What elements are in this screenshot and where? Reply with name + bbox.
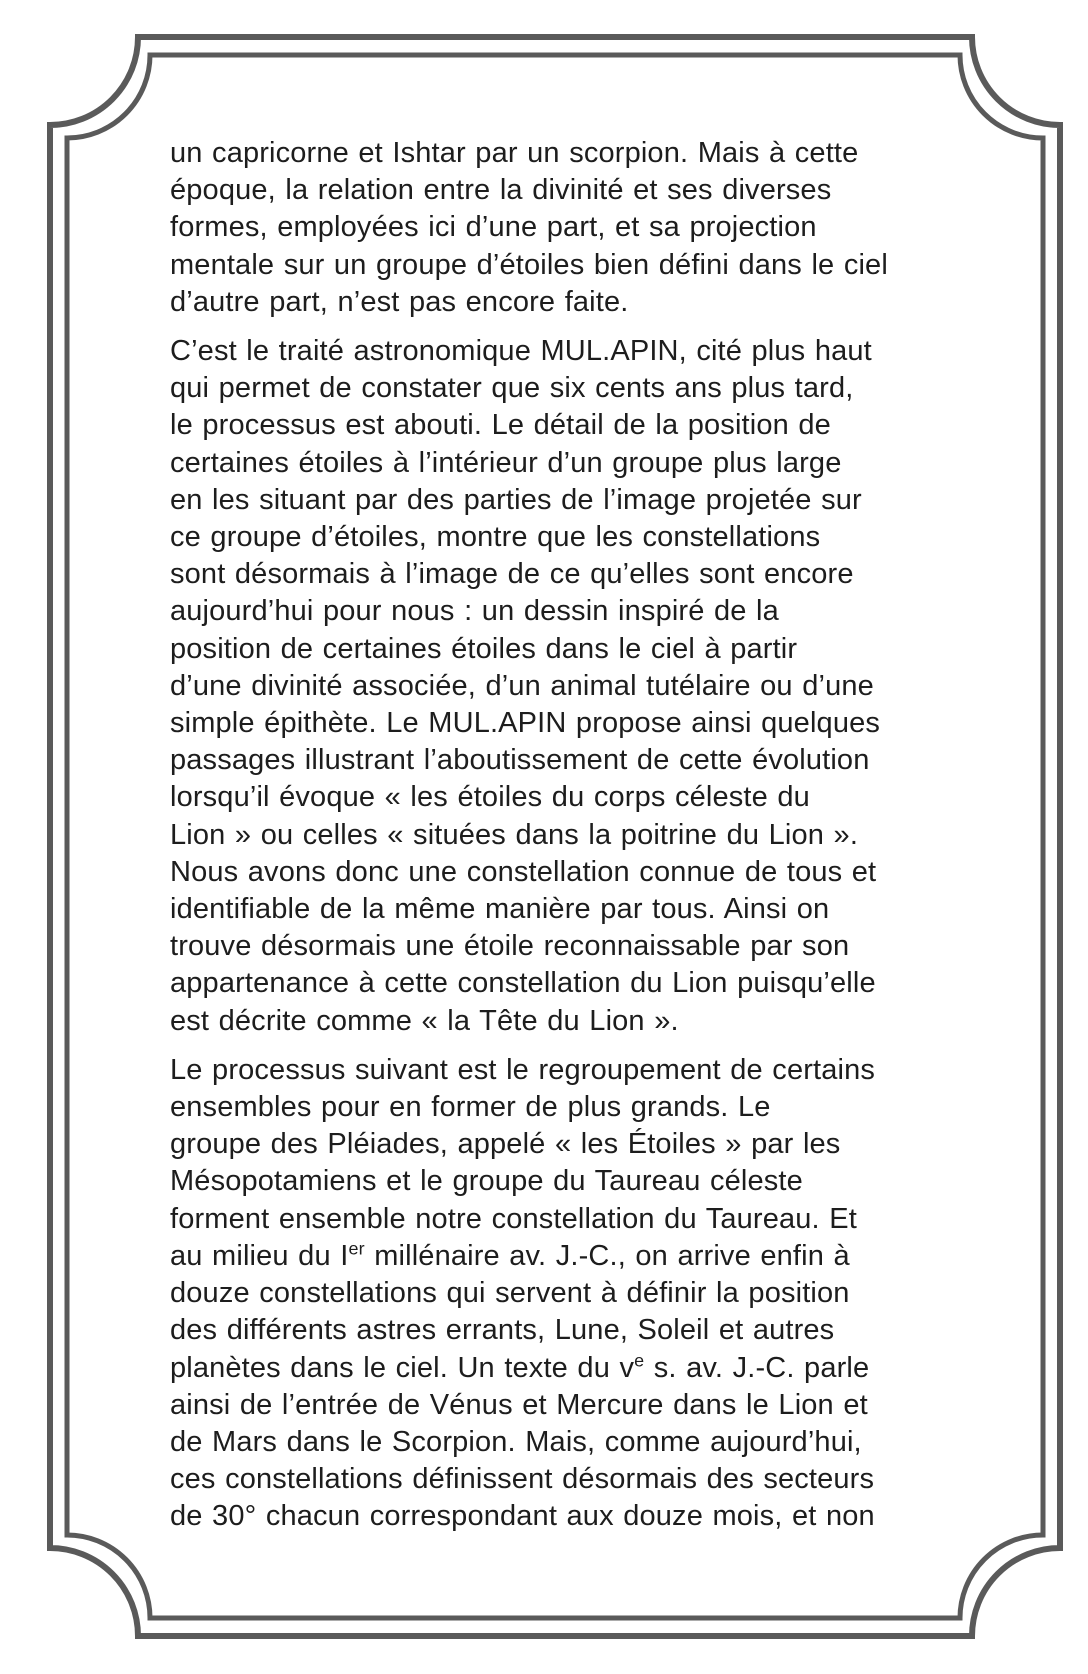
ordinal-superscript: e (634, 1349, 645, 1370)
text-line: lorsqu’il évoque « les étoiles du corps céleste du (170, 781, 810, 814)
text-line: ces constellations définissent désormais des secteurs (170, 1463, 875, 1496)
text-line: certaines étoiles à l’intérieur d’un groupe plus large (170, 446, 842, 479)
text-line: aujourd’hui pour nous : un dessin inspiré de la (170, 595, 779, 628)
text-line: C’est le traité astronomique MUL.APIN, cité plus haut (170, 335, 872, 368)
text-line: identifiable de la même manière par tous. Ainsi on (170, 893, 830, 926)
text-line: un capricorne et Ishtar par un scorpion. Mais à cette (170, 137, 859, 169)
text-line: ainsi de l’entrée de Vénus et Mercure dans le Lion et (170, 1388, 868, 1421)
text-line: simple épithète. Le MUL.APIN propose ainsi quelques (170, 707, 881, 740)
text-line: formes, employées ici d’une part, et sa projection (170, 211, 817, 244)
text-line: sont désormais à l’image de ce qu’elles sont encore (170, 558, 854, 591)
text-line: position de certaines étoiles dans le ciel à partir (170, 632, 798, 665)
text-line: en les situant par des parties de l’image projetée sur (170, 483, 862, 516)
text-line: Nous avons donc une constellation connue de tous et (170, 855, 877, 888)
paragraph (170, 333, 946, 1040)
text-line: époque, la relation entre la divinité et ses diverses (170, 174, 832, 207)
text-line: ensembles pour en former de plus grands. Le (170, 1091, 771, 1124)
text-line: le processus est abouti. Le détail de la position de (170, 409, 831, 442)
text-line: appartenance à cette constellation du Lion puisqu’elle (170, 967, 876, 1000)
text-line: au milieu du Ier millénaire av. J.-C., on arrive enfin à (170, 1238, 850, 1272)
text-line: qui permet de constater que six cents ans plus tard, (170, 372, 854, 405)
text-line: de 30° chacun correspondant aux douze mois, et non (170, 1500, 875, 1533)
text-line: planètes dans le ciel. Un texte du $v^e$ s. av. J.-C. parle (170, 1349, 870, 1384)
page-text (170, 135, 946, 1548)
text-line: est décrite comme « la Tête du Lion ». (170, 1004, 679, 1037)
text-line: groupe des Pléiades, appelé « les Étoiles » par les (170, 1128, 841, 1161)
text-line: passages illustrant l’aboutissement de cette évolution (170, 744, 870, 777)
text-line: Le processus suivant est le regroupement de certains (170, 1053, 875, 1086)
text-line: d’autre part, n’est pas encore faite. (170, 285, 629, 318)
paragraph (170, 1052, 946, 1536)
text-line: trouve désormais une étoile reconnaissable par son (170, 930, 850, 963)
paragraph (170, 135, 946, 321)
text-line: douze constellations qui servent à définir la position (170, 1277, 850, 1310)
text-line: Lion » ou celles « situées dans la poitrine du Lion ». (170, 818, 859, 851)
text-line: forment ensemble notre constellation du Taureau. Et (170, 1202, 857, 1235)
ordinal-superscript: er (348, 1238, 365, 1259)
text-line: Mésopotamiens et le groupe du Taureau céleste (170, 1165, 803, 1198)
text-line: ce groupe d’étoiles, montre que les constellations (170, 521, 821, 554)
text-line: d’une divinité associée, d’un animal tutélaire ou d’une (170, 669, 874, 702)
text-line: mentale sur un groupe d’étoiles bien défini dans le ciel (170, 248, 888, 281)
text-line: de Mars dans le Scorpion. Mais, comme aujourd’hui, (170, 1425, 862, 1458)
text-line: des différents astres errants, Lune, Soleil et autres (170, 1314, 835, 1347)
